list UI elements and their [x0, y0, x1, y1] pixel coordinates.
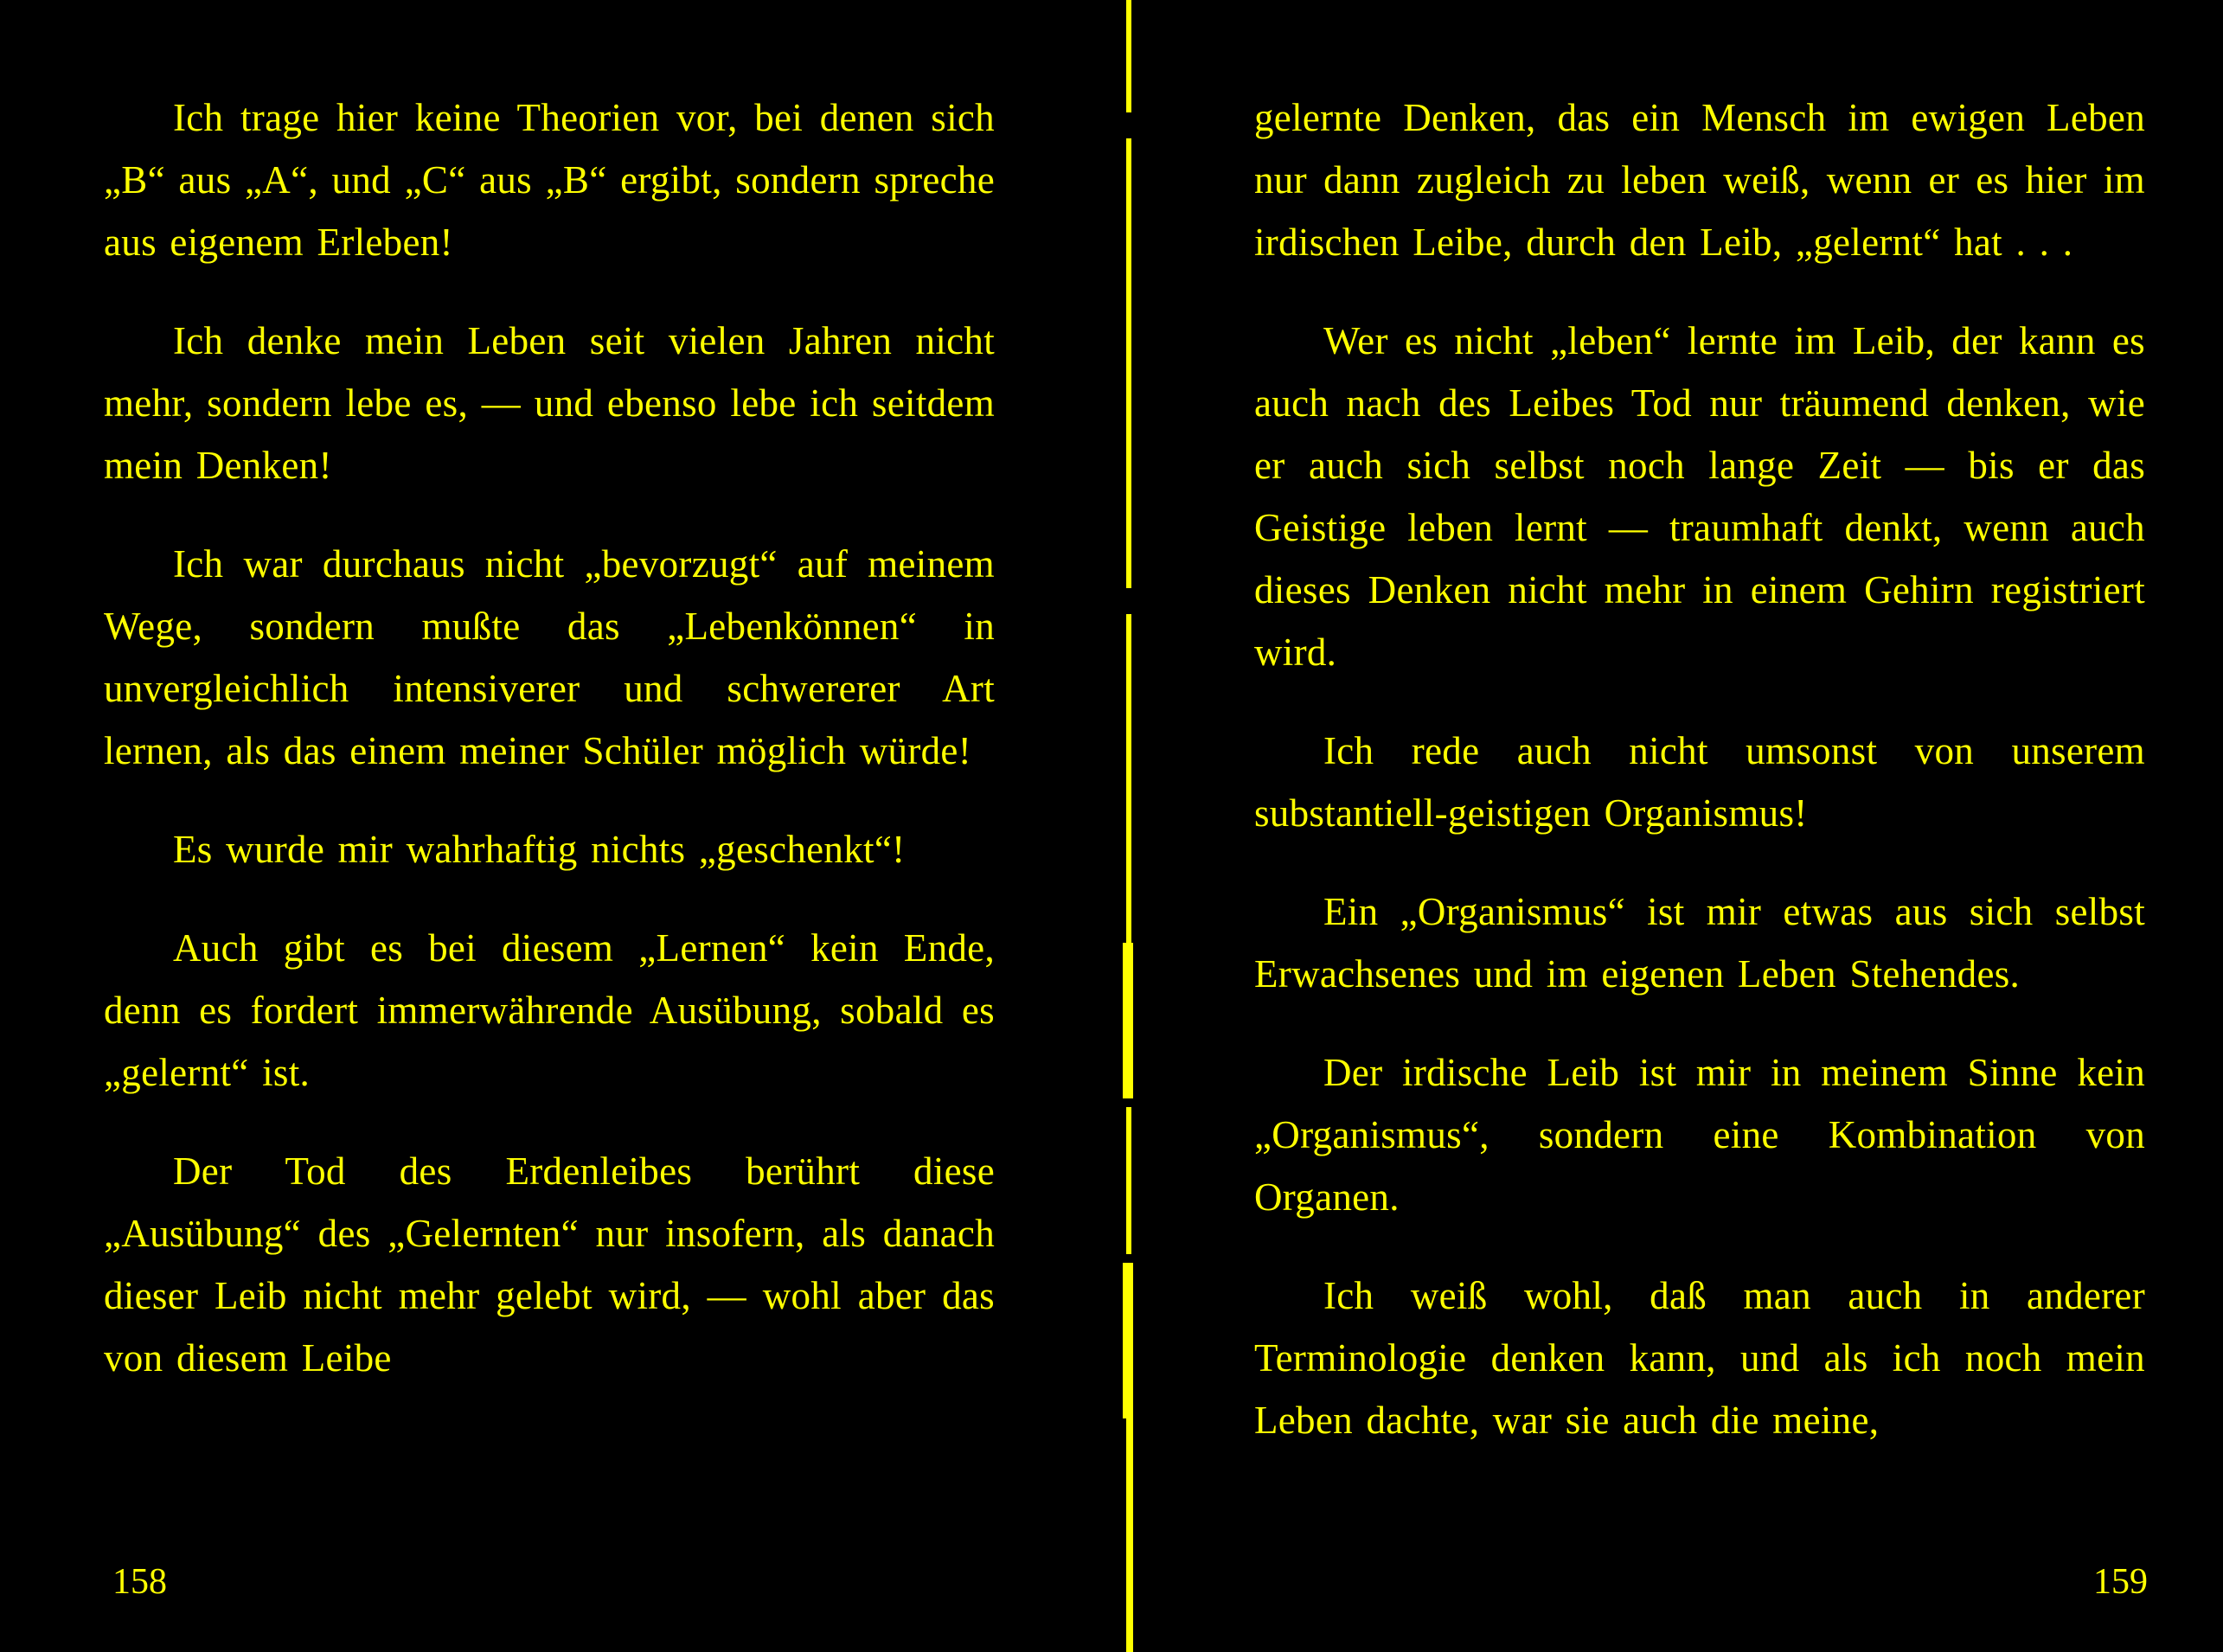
left-paragraph-6: Der Tod des Erdenleibes berührt diese „Ausübung“ des „Gelernten“ nur insofern, als danach dieser Leib nicht mehr gelebt wird, — wohl aber das von diesem Leibe	[104, 1149, 995, 1380]
book-gutter	[1116, 0, 1142, 1652]
right-paragraph-1: Wer es nicht „leben“ lernte im Leib, der kann es auch nach des Leibes Tod nur träumend denken, wie er auch sich selbst noch lange Zeit — bis er das Geistige leben lernt — traumhaft denkt, wenn auch dieses Denken nicht mehr in einem Gehirn registriert wird.	[1254, 319, 2145, 674]
right-paragraph-2: Ich rede auch nicht umsonst von unserem substantiell-geistigen Organismus!	[1254, 729, 2145, 835]
gutter-line-segment	[1126, 1107, 1131, 1254]
gutter-line-segment	[1126, 0, 1131, 112]
left-page	[104, 86, 995, 1609]
page-number-right: 159	[2093, 1562, 2148, 1602]
right-paragraph-3: Ein „Organismus“ ist mir etwas aus sich selbst Erwachsenes und im eigenen Leben Stehendes.	[1254, 890, 2145, 996]
gutter-line-segment	[1126, 138, 1131, 588]
page-number-left: 158	[112, 1562, 167, 1602]
gutter-line-segment	[1123, 943, 1133, 1098]
gutter-line-segment	[1126, 1418, 1133, 1652]
gutter-line-segment	[1123, 1263, 1133, 1418]
left-paragraph-1: Ich trage hier keine Theorien vor, bei denen sich „B“ aus „A“, und „C“ aus „B“ ergibt, sondern spreche aus eigenem Erleben!	[104, 96, 995, 264]
right-page	[1254, 86, 2145, 1609]
left-paragraph-3: Ich war durchaus nicht „bevorzugt“ auf meinem Wege, sondern mußte das „Lebenkönnen“ in unvergleichlich intensiverer und schwererer Art lernen, als das einem meiner Schüler möglich würde!	[104, 542, 995, 772]
right-paragraph-5: Ich weiß wohl, daß man auch in anderer Terminologie denken kann, und als ich noch mein Leben dachte, war sie auch die meine,	[1254, 1274, 2145, 1442]
gutter-line-segment	[1126, 614, 1131, 943]
right-paragraph-continuation: gelernte Denken, das ein Mensch im ewigen Leben nur dann zugleich zu leben weiß, wenn er es hier im irdischen Leibe, durch den Leib, „gelernt“ hat . . .	[1254, 96, 2145, 264]
right-paragraph-4: Der irdische Leib ist mir in meinem Sinne kein „Organismus“, sondern eine Kombination von Organen.	[1254, 1051, 2145, 1219]
left-paragraph-5: Auch gibt es bei diesem „Lernen“ kein Ende, denn es fordert immerwährende Ausübung, sobald es „gelernt“ ist.	[104, 926, 995, 1094]
left-paragraph-2: Ich denke mein Leben seit vielen Jahren nicht mehr, sondern lebe es, — und ebenso lebe ich seitdem mein Denken!	[104, 319, 995, 487]
left-paragraph-4: Es wurde mir wahrhaftig nichts „geschenkt“!	[173, 828, 906, 871]
